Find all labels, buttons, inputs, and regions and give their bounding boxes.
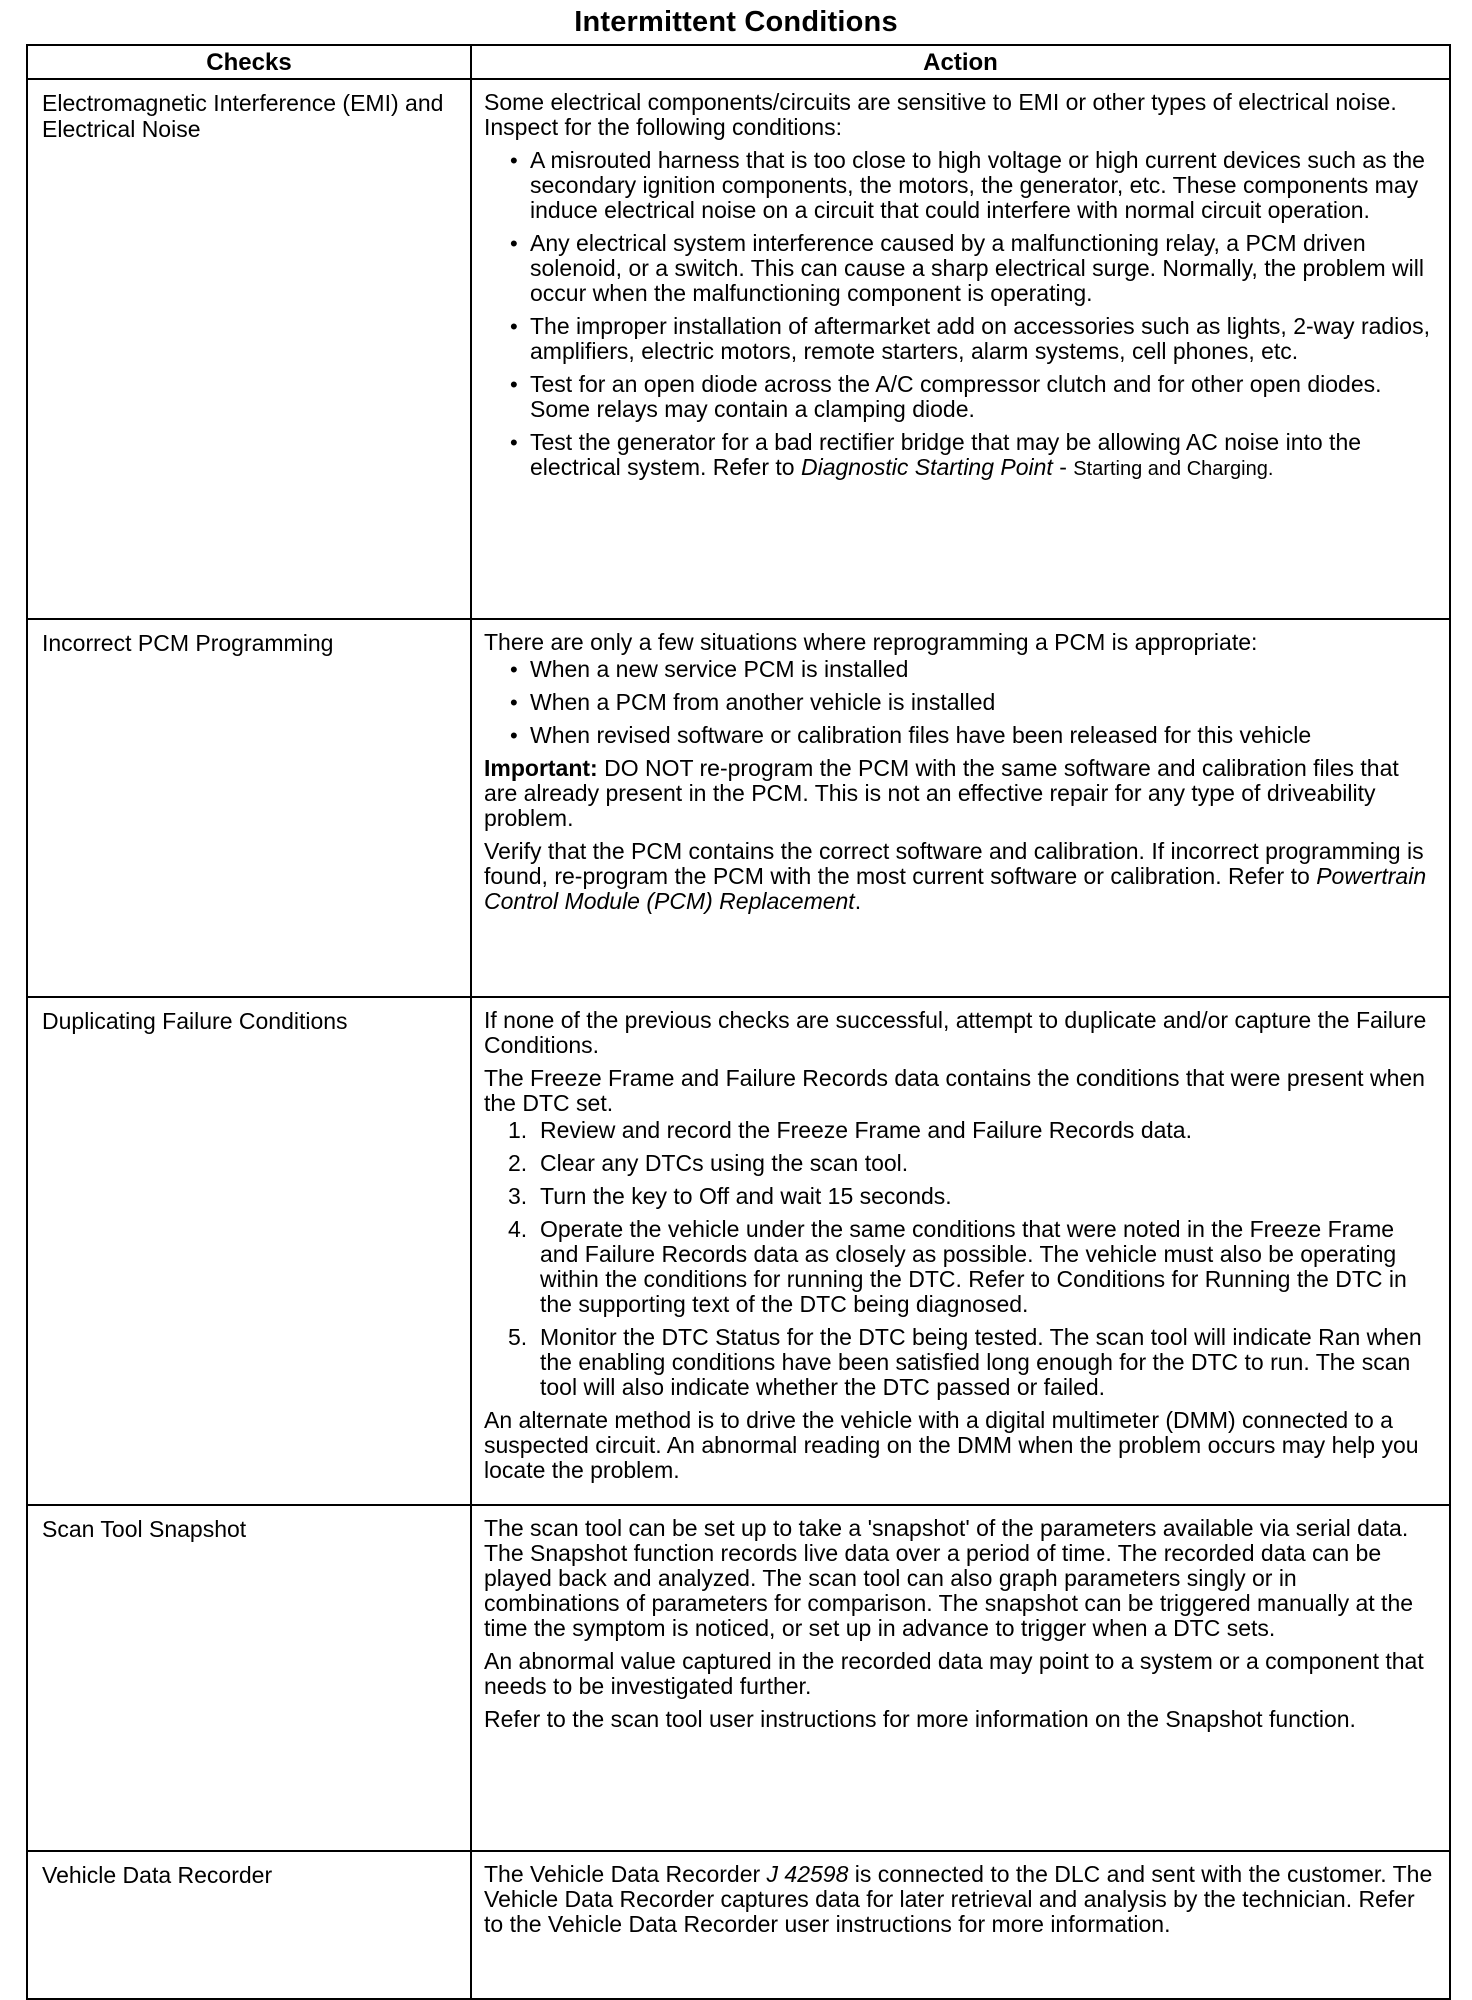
bullet-list xyxy=(484,148,1435,482)
numbered-list xyxy=(484,1118,1435,1400)
step-number: 5. xyxy=(508,1324,528,1350)
paragraph-text: The Vehicle Data Recorder xyxy=(484,1861,767,1887)
step-text: Clear any DTCs using the scan tool. xyxy=(540,1150,909,1176)
check-cell: Duplicating Failure Conditions xyxy=(27,997,471,1505)
reference-separator: - xyxy=(1052,454,1074,480)
action-paragraph xyxy=(484,839,1435,914)
table-row-emi xyxy=(27,79,1450,619)
table-row-vehicle-data-recorder xyxy=(27,1851,1450,1999)
step-text: Review and record the Freeze Frame and Failure Records data. xyxy=(540,1117,1192,1143)
action-cell xyxy=(471,79,1450,619)
table-row-duplicating-failure xyxy=(27,997,1450,1505)
action-cell xyxy=(471,619,1450,997)
table-header-row xyxy=(27,45,1450,79)
list-item: • The improper installation of aftermarket add on accessories such as lights, 2-way radios, amplifiers, electric motors, remote starters, alarm systems, cell phones, etc. xyxy=(484,314,1435,364)
list-item-text: Test the generator for a bad rectifier bridge that may be allowing AC noise into the electrical system. Refer to xyxy=(530,429,1362,480)
important-label: Important: xyxy=(484,755,598,781)
list-item xyxy=(484,430,1435,482)
action-paragraph: The Freeze Frame and Failure Records data contains the conditions that were present when the DTC set. xyxy=(484,1065,1425,1116)
list-item: • Any electrical system interference caused by a malfunctioning relay, a PCM driven solenoid, or a switch. This can cause a sharp electrical surge. Normally, the problem will occur when the malfunctioning component is operating. xyxy=(484,231,1435,306)
list-item: • When a new service PCM is installed xyxy=(484,657,1435,682)
action-paragraph: Some electrical components/circuits are sensitive to EMI or other types of electrical noise. Inspect for the following conditions: xyxy=(484,89,1397,140)
list-item xyxy=(484,1325,1435,1400)
step-number: 2. xyxy=(508,1150,528,1176)
table-row-pcm-programming xyxy=(27,619,1450,997)
important-text: DO NOT re-program the PCM with the same software and calibration files that are already present in the PCM. This is not an effective repair for any type of driveability problem. xyxy=(484,755,1399,831)
list-item: • Test for an open diode across the A/C compressor clutch and for other open diodes. Some relays may contain a clamping diode. xyxy=(484,372,1435,422)
list-item xyxy=(484,1217,1435,1317)
list-item xyxy=(484,1151,1435,1176)
check-cell: Vehicle Data Recorder xyxy=(27,1851,471,1999)
action-cell xyxy=(471,997,1450,1505)
check-cell: Electromagnetic Interference (EMI) and Electrical Noise xyxy=(27,79,471,619)
list-item xyxy=(484,1118,1435,1143)
step-number: 4. xyxy=(508,1216,528,1242)
step-number: 1. xyxy=(508,1117,528,1143)
step-text: Turn the key to Off and wait 15 seconds. xyxy=(540,1183,952,1209)
list-item: • When a PCM from another vehicle is installed xyxy=(484,690,1435,715)
list-item xyxy=(484,1184,1435,1209)
tool-number: J 42598 xyxy=(766,1861,849,1887)
column-header-checks: Checks xyxy=(27,45,471,79)
step-text: Operate the vehicle under the same conditions that were noted in the Freeze Frame and Failure Records data as closely as possible. The vehicle must also be operating within the conditions for running the DTC. Refer to Conditions for Running the DTC in the supporting text of the DTC being diagnosed. xyxy=(540,1216,1407,1317)
table-row-scan-tool-snapshot xyxy=(27,1505,1450,1851)
step-number: 3. xyxy=(508,1183,528,1209)
reference-link[interactable]: Diagnostic Starting Point xyxy=(800,454,1053,480)
column-header-action: Action xyxy=(471,45,1450,79)
list-item: • A misrouted harness that is too close to high voltage or high current devices such as the secondary ignition components, the motors, the generator, etc. These components may induce electrical noise on a circuit that could interfere with normal circuit operation. xyxy=(484,148,1435,223)
list-item: • When revised software or calibration files have been released for this vehicle xyxy=(484,723,1435,748)
check-cell: Scan Tool Snapshot xyxy=(27,1505,471,1851)
action-paragraph: There are only a few situations where reprogramming a PCM is appropriate: xyxy=(484,629,1258,655)
action-paragraph xyxy=(484,1862,1435,1937)
action-paragraph: Refer to the scan tool user instructions for more information on the Snapshot function. xyxy=(484,1706,1356,1732)
important-note xyxy=(484,756,1435,831)
paragraph-text: Verify that the PCM contains the correct software and calibration. If incorrect programming is found, re-program the PCM with the most current software or calibration. Refer to xyxy=(484,838,1424,889)
page-title: Intermittent Conditions xyxy=(574,6,898,38)
paragraph-end: . xyxy=(854,888,862,914)
action-paragraph: An abnormal value captured in the recorded data may point to a system or a component that needs to be investigated further. xyxy=(484,1648,1424,1699)
intermittent-conditions-table xyxy=(26,44,1451,2000)
action-cell xyxy=(471,1851,1450,1999)
action-paragraph: If none of the previous checks are successful, attempt to duplicate and/or capture the Failure Conditions. xyxy=(484,1007,1427,1058)
paragraph-text: is connected to the DLC and sent with the customer. The Vehicle Data Recorder captures data for later retrieval and analysis by the technician. Refer to the Vehicle Data Recorder user instructions for more information. xyxy=(484,1861,1433,1937)
action-cell xyxy=(471,1505,1450,1851)
reference-section: Starting and Charging. xyxy=(1073,458,1274,480)
step-text: Monitor the DTC Status for the DTC being tested. The scan tool will indicate Ran when the enabling conditions have been satisfied long enough for the DTC to run. The scan tool will also indicate whether the DTC passed or failed. xyxy=(540,1324,1422,1400)
reference-link[interactable]: Powertrain Control Module (PCM) Replacement xyxy=(484,863,1427,914)
action-paragraph: The scan tool can be set up to take a 'snapshot' of the parameters available via serial data. The Snapshot function records live data over a period of time. The recorded data can be played back and analyzed. The scan tool can also graph parameters singly or in combinations of parameters for comparison. The snapshot can be triggered manually at the time the symptom is noticed, or set up in advance to trigger when a DTC sets. xyxy=(484,1515,1414,1641)
action-paragraph: An alternate method is to drive the vehicle with a digital multimeter (DMM) connected to a suspected circuit. An abnormal reading on the DMM when the problem occurs may help you locate the problem. xyxy=(484,1407,1419,1483)
check-cell: Incorrect PCM Programming xyxy=(27,619,471,997)
bullet-list xyxy=(484,657,1435,748)
